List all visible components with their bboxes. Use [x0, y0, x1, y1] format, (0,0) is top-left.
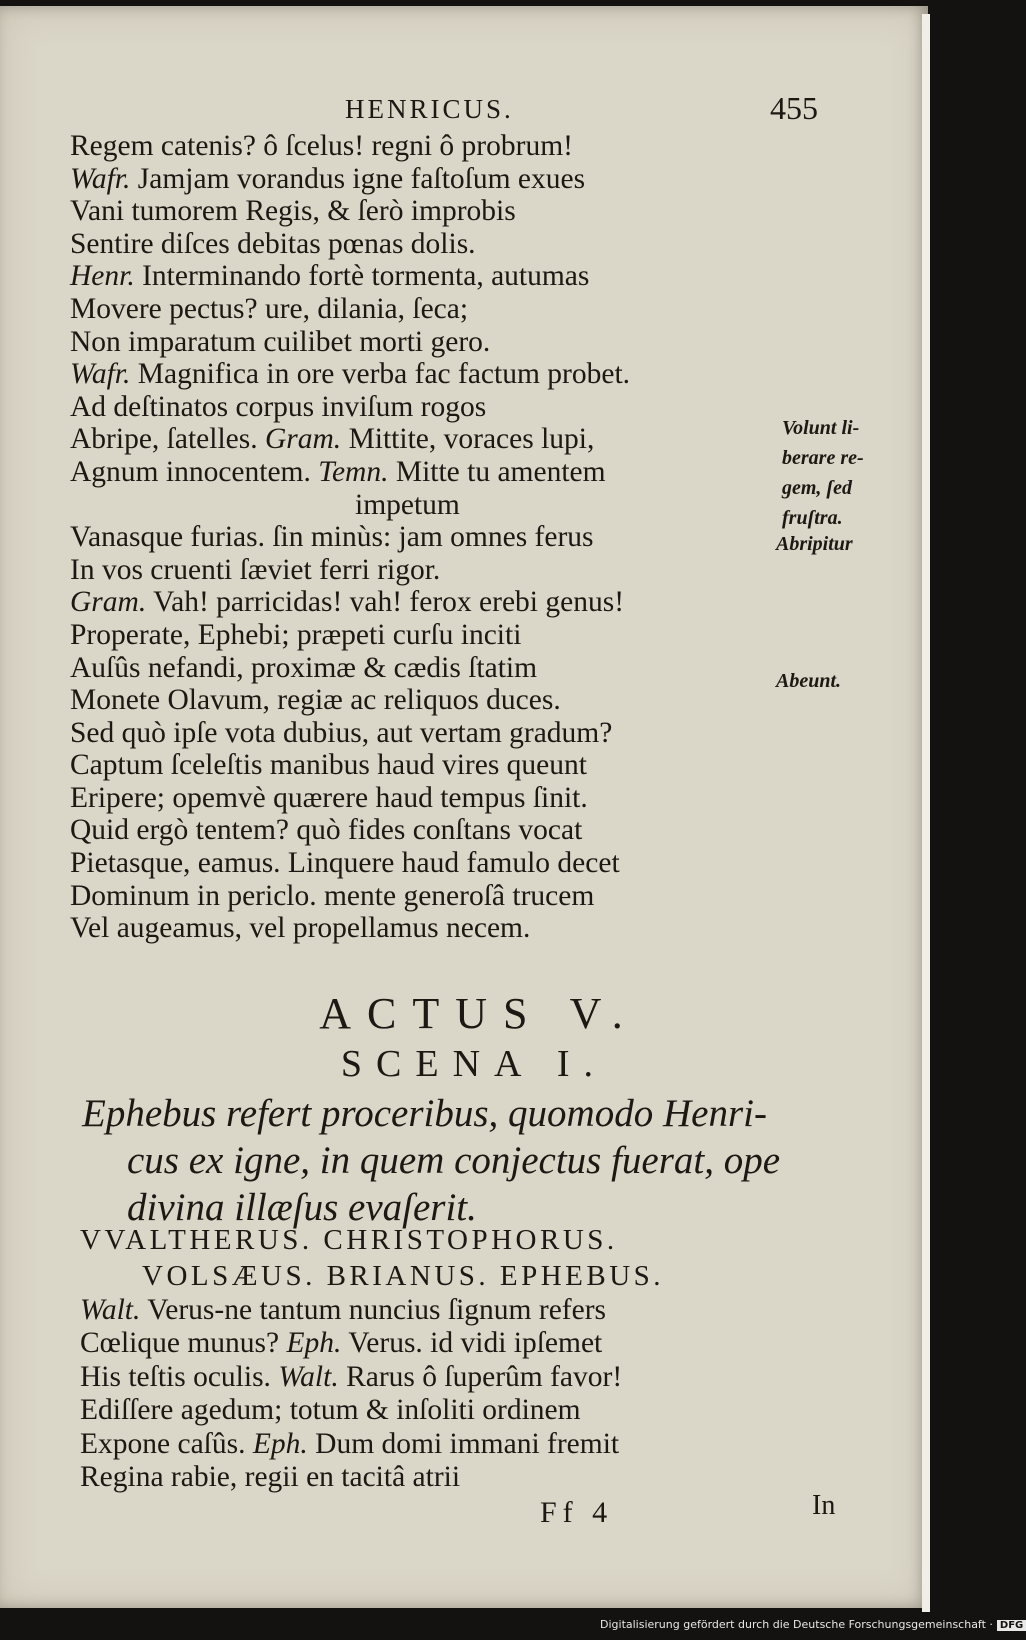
margin-note: Abripitur [776, 533, 853, 555]
verse-line [70, 749, 730, 782]
running-title: HENRICUS. [345, 94, 514, 124]
verse-line [70, 554, 730, 587]
verse-text: Dum domi immani fremit [315, 1427, 620, 1460]
argument-line: cus ex igne, in quem conjectus fuerat, ope [127, 1139, 781, 1182]
verse-text: His teſtis oculis. [80, 1360, 271, 1393]
cast-line: VVALTHERUS. CHRISTOPHORUS. [80, 1224, 618, 1256]
speaker-name: Wafr. [70, 358, 131, 391]
cast-line: VOLSÆUS. BRIANUS. EPHEBUS. [142, 1260, 665, 1292]
verse-line [70, 684, 730, 717]
verse-text: Cœlique munus? [80, 1327, 280, 1360]
verse-line [70, 163, 730, 196]
verse-line [70, 619, 730, 652]
verse-line [70, 847, 730, 880]
verse-text: Non imparatum cuilibet morti gero. [70, 325, 491, 358]
verse-line [70, 782, 730, 815]
speaker-name: Gram. [70, 586, 147, 619]
scene-heading: SCENA I. [340, 1043, 608, 1085]
running-header [0, 90, 928, 134]
credit-text: Digitalisierung gefördert durch die Deutsche Forschungsgemeinschaft · [600, 1618, 993, 1631]
page-number: 455 [770, 90, 818, 126]
verse-text: Eripere; opemvè quærere haud tempus ſinit. [70, 781, 588, 814]
speaker-name: Walt. [278, 1360, 339, 1393]
verse-line [70, 358, 730, 391]
verse-text: Interminando fortè tormenta, autumas [142, 260, 590, 293]
verse-line [70, 652, 730, 685]
verse-line [70, 293, 730, 326]
margin-note: Abeunt. [776, 670, 842, 692]
verse-text: Mitte tu amentem [395, 455, 606, 488]
verse-text: Sentire diſces debitas pœnas dolis. [70, 227, 476, 260]
digitization-credit [600, 1618, 1024, 1636]
verse-text: Captum ſceleſtis manibus haud vires queunt [70, 749, 587, 782]
page-footer [0, 1490, 928, 1536]
verse-text: Quid ergò tentem? quò fides conſtans vocat [70, 814, 583, 847]
verse-text: Abripe, ſatelles. [70, 423, 258, 456]
verse-line [70, 195, 730, 228]
verse-line [80, 1428, 740, 1461]
dramatis-personae [80, 1222, 840, 1294]
verse-line [70, 521, 730, 554]
verse-text: impetum [355, 488, 460, 521]
verse-line [70, 489, 730, 522]
verse-text: Mittite, voraces lupi, [348, 423, 595, 456]
verse-text: Regem catenis? ô ſcelus! regni ô probrum! [70, 130, 573, 162]
verse-line [70, 912, 730, 945]
verse-line [70, 326, 730, 359]
speaker-name: Temn. [318, 455, 389, 488]
speaker-name: Wafr. [70, 162, 131, 195]
verse-line [80, 1361, 740, 1394]
verse-text: In vos cruenti ſæviet ferri rigor. [70, 553, 441, 586]
speaker-name: Gram. [264, 423, 342, 456]
speaker-name: Henr. [70, 260, 135, 293]
verse-text: Verus-ne tantum nuncius ſignum refers [147, 1294, 607, 1326]
verse-line [80, 1294, 740, 1327]
verse-text: Vel augeamus, vel propellamus necem. [70, 912, 531, 945]
signature-mark: Ff 4 [540, 1496, 614, 1529]
verse-block-bottom [80, 1294, 740, 1494]
verse-text: Sed quò ipſe vota dubius, aut vertam gradum? [70, 716, 613, 749]
speaker-name: Walt. [80, 1294, 141, 1326]
verse-text: Magnifica in ore verba fac factum probet. [137, 358, 631, 391]
speaker-name: Eph. [286, 1327, 342, 1360]
verse-text: Expone caſûs. [80, 1427, 246, 1460]
verse-text: Agnum innocentem. [70, 455, 311, 488]
verse-line [70, 880, 730, 913]
verse-text: Ad deſtinatos corpus inviſum rogos [70, 390, 487, 423]
verse-line [70, 456, 730, 489]
verse-text: Vani tumorem Regis, & ſerò improbis [70, 195, 516, 228]
speaker-name: Eph. [252, 1427, 308, 1460]
verse-line [70, 391, 730, 424]
dfg-logo-icon: DFG [997, 1620, 1026, 1631]
verse-line [80, 1394, 740, 1427]
book-page [0, 6, 928, 1608]
verse-text: Ediſſere agedum; totum & inſoliti ordinem [80, 1394, 581, 1427]
verse-line [80, 1461, 740, 1494]
verse-text: Pietasque, eamus. Linquere haud famulo decet [70, 847, 620, 880]
scene-argument [82, 1090, 842, 1231]
verse-text: Vanasque furias. ſin minùs: jam omnes ferus [70, 521, 594, 554]
argument-line: divina illæſus evaſerit. [127, 1186, 477, 1229]
catchword: In [812, 1490, 836, 1521]
verse-line [70, 814, 730, 847]
verse-text: Vah! parricidas! vah! ferox erebi genus! [153, 586, 625, 619]
verse-line [70, 717, 730, 750]
verse-text: Auſûs nefandi, proximæ & cædis ſtatim [70, 651, 538, 684]
act-heading: ACTUS V. [319, 989, 639, 1038]
verse-text: Monete Olavum, regiæ ac reliquos duces. [70, 684, 561, 717]
argument-line: Ephebus refert proceribus, quomodo Henri- [82, 1092, 767, 1135]
verse-text: Rarus ô ſuperûm favor! [346, 1360, 623, 1393]
verse-line [70, 423, 730, 456]
verse-line [70, 228, 730, 261]
page-edge [922, 14, 930, 1612]
verse-line [70, 260, 730, 293]
verse-text: Dominum in periclo. mente generoſâ trucem [70, 879, 595, 912]
verse-text: Regina rabie, regii en tacitâ atrii [80, 1460, 461, 1493]
verse-line [70, 130, 730, 163]
verse-text: Movere pectus? ure, dilania, ſeca; [70, 292, 469, 325]
verse-block-top [70, 130, 864, 945]
verse-text: Verus. id vidi ipſemet [348, 1327, 603, 1360]
margin-note: Volunt li- berare re- gem, ſed fruſtra. [782, 417, 864, 529]
verse-text: Jamjam vorandus igne faſtoſum exues [137, 162, 586, 195]
verse-text: Properate, Ephebi; præpeti curſu inciti [70, 618, 522, 651]
verse-line [80, 1327, 740, 1360]
verse-line [70, 586, 730, 619]
